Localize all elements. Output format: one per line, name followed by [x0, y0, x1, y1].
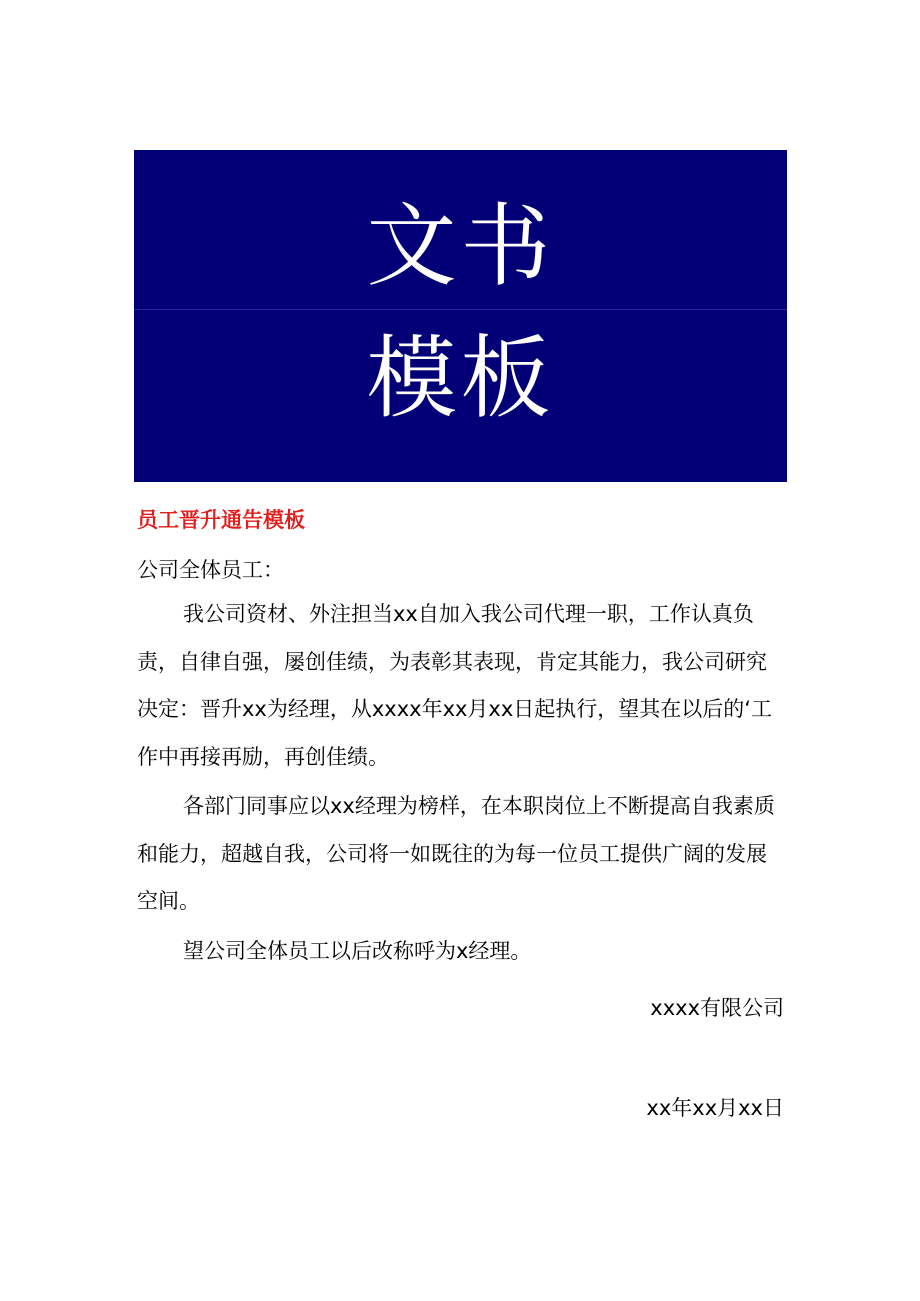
paragraph-2: 各部门同事应以xx经理为榜样，在本职岗位上不断提高自我素质和能力，超越自我，公司将一如既往的为每一位员工提供广阔的发展空间。 [137, 794, 775, 913]
cover-banner [134, 150, 787, 482]
salutation: 公司全体员工： [137, 558, 284, 582]
cover-title-line-2: 模板 [366, 326, 555, 431]
paragraph-3: 望公司全体员工以后改称呼为x经理。 [183, 939, 532, 963]
cover-title-line-1: 文书 [366, 194, 555, 299]
document-date: xx年xx月xx日 [646, 1096, 784, 1120]
paragraph-1: 我公司资材、外注担当xx自加入我公司代理一职，工作认真负责，自律自强，屡创佳绩，为表彰其表现，肯定其能力，我公司研究决定：晋升xx为经理，从xxxx年xx月xx日起执行，望其在以后的‘工作中再接再励，再创佳绩。 [137, 602, 772, 769]
cover-divider [134, 309, 787, 310]
document-title: 员工晋升通告模板 [137, 508, 305, 532]
company-signature: xxxx有限公司 [650, 996, 784, 1020]
